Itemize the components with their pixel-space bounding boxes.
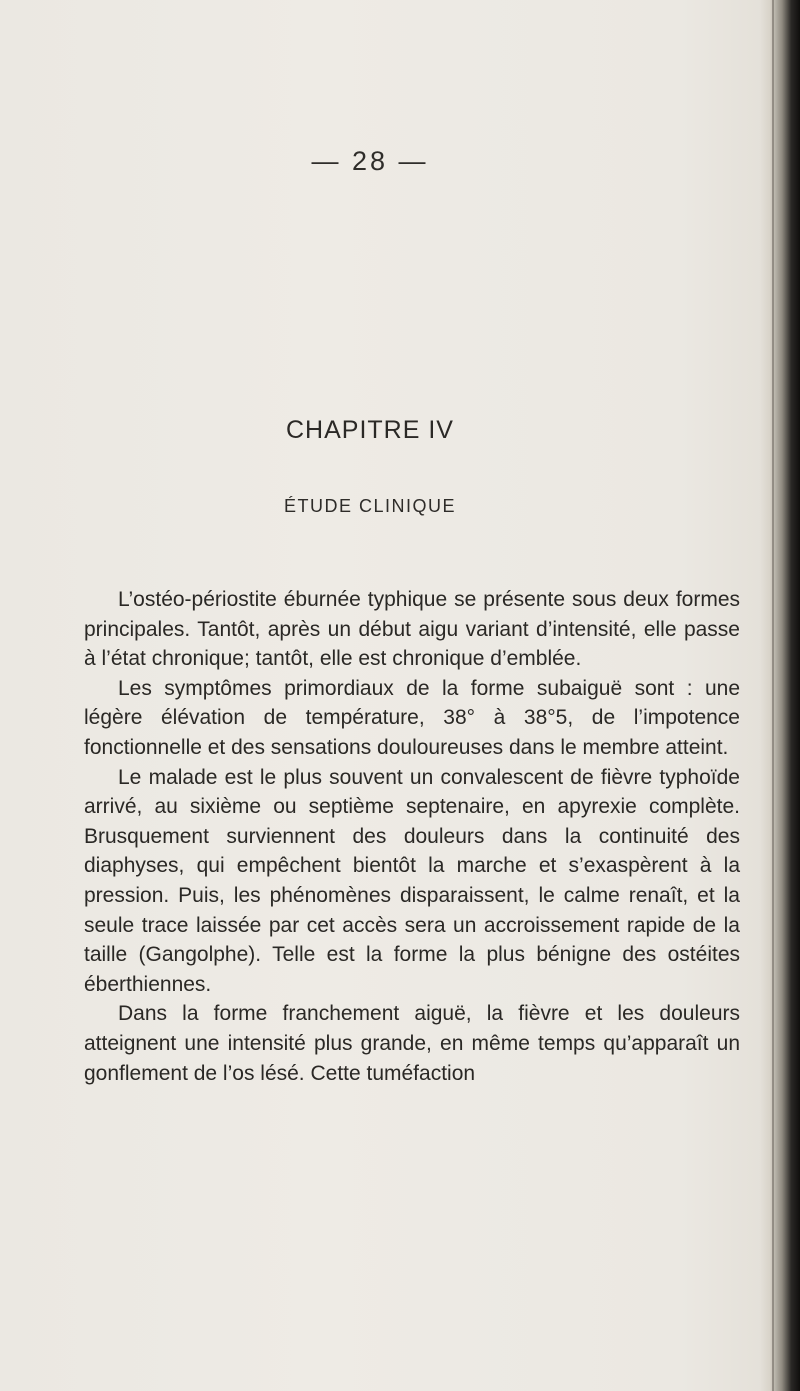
section-heading: ÉTUDE CLINIQUE [283, 496, 457, 516]
page-binding-edge [760, 0, 800, 1391]
body-text [84, 585, 740, 1088]
page-number: — 28 — [311, 146, 429, 176]
paragraph-3: Le malade est le plus souvent un convalescent de fièvre typhoïde arrivé, au sixième ou septième septenaire, en apyrexie complète. Brusquement surviennent des douleurs dans la continuité des diaphyses, qui empêchent bientôt la marche et s’exaspèrent à la pression. Puis, les phénomènes disparaissent, le calme renaît, et la seule trace laissée par cet accès sera un accroissement rapide de la taille (Gangolphe). Telle est la forme la plus bénigne des ostéites éberthiennes. [84, 765, 740, 996]
paragraph-1: L’ostéo-périostite éburnée typhique se présente sous deux formes principales. Tantôt, après un début aigu variant d’intensité, elle passe à l’état chronique; tantôt, elle est chronique d’emblée. [84, 588, 740, 671]
page-binding-line [772, 0, 774, 1391]
paragraph-4: Dans la forme franchement aiguë, la fièvre et les douleurs atteignent une intensité plus grande, en même temps qu’apparaît un gonflement de l’os lésé. Cette tuméfaction [84, 1002, 740, 1085]
chapter-heading: CHAPITRE IV [286, 416, 454, 444]
paragraph-2: Les symptômes primordiaux de la forme subaiguë sont : une légère élévation de température, 38° à 38°5, de l’impotence fonctionnelle et des sensations douloureuses dans le membre atteint. [84, 676, 740, 759]
